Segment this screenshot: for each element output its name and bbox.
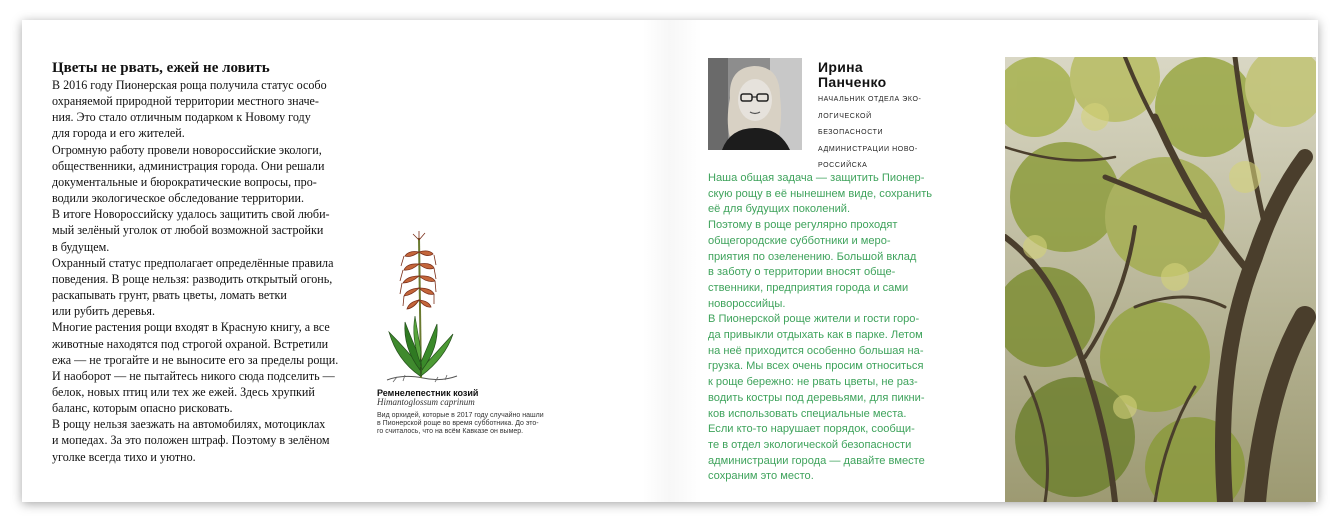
portrait-illustration: [708, 58, 802, 150]
article-body: [52, 77, 352, 465]
plant-caption: Вид орхидей, которые в 2017 году случайно нашли в Пионерской роще во время субботника. До это- го считалось, что на всём Кавказе он вымер.: [377, 412, 544, 435]
article: [52, 60, 352, 465]
plant-latin-name: Himantoglossum caprinum: [377, 397, 475, 407]
trees-illustration: [1005, 57, 1316, 502]
grove-photo: [1005, 57, 1316, 502]
plant-name: Ремнелепестник козий: [377, 388, 479, 398]
article-paragraph: Многие растения рощи входят в Красную книгу, а все животные находятся под строгой охраной. Встретили ежа — не трогайте и не выносите его за пределы рощи. И наоборот — не пытайтесь никого сюда подселить — белок, новых птиц или тех же ежей. Здесь хрупкий баланс, которым опасно рисковать.: [52, 320, 339, 416]
plant-figure: [377, 230, 577, 436]
article-paragraph: В 2016 году Пионерская роща получила статус особо охраняемой природной территории местного значе- ния. Это стало отличным подарком к Новому году для города и его жителей.: [52, 78, 327, 141]
person-name: Ирина Панченко: [818, 59, 887, 90]
article-paragraph: Охранный статус предполагает определённые правила поведения. В роще нельзя: разводить открытый огонь, раскапывать грунт, рвать цветы, ломать ветки или рубить деревья.: [52, 255, 334, 319]
quote-text: Наша общая задача — защитить Пионер- скую рощу в её нынешнем виде, сохранить её для будущих поколений. Поэтому в роще регулярно проходят общегородские субботники и меро- приятия по озеленению. Большой вклад в заботу о территории вносят обще- ственники, предприятия города и сами новороссийцы. В Пионерской роще жители и гости горо- да привыкли отдыхать как в парке. Летом на неё приходится особенно большая на- грузка. Мы всех очень просим относиться к роще бережно: не рвать цветы, не раз- водить костры под деревьями, для пикни- ков использовать специальные места. Если кто-то нарушает порядок, сообщи- те в отдел экологической безопасности администрации города — давайте вместе сохраним это место.: [708, 172, 933, 483]
article-paragraph: В итоге Новороссийску удалось защитить свой люби- мый зелёный уголок от любой возможной застройки в будущем.: [52, 207, 330, 254]
article-paragraph: В рощу нельзя заезжать на автомобилях, мотоциклах и мопедах. За это положен штраф. Поэтому в зелёном уголке всегда тихо и уютно.: [52, 417, 330, 464]
article-paragraph: Огромную работу провели новороссийские экологи, общественники, администрация города. Они решали документальные и бюрократические вопросы, про- водили экологическое обследование территории.: [52, 142, 325, 206]
person-role: НАЧАЛЬНИК ОТДЕЛА ЭКО- ЛОГИЧЕСКОЙ БЕЗОПАСНОСТИ АДМИНИСТРАЦИИ НОВО- РОССИЙСКА: [818, 96, 922, 169]
orchid-illustration: [383, 230, 461, 385]
portrait-photo: [708, 58, 802, 150]
magazine-spread: [22, 20, 1318, 502]
page-gutter: [642, 20, 702, 502]
article-title: Цветы не рвать, ежей не ловить: [52, 60, 270, 76]
